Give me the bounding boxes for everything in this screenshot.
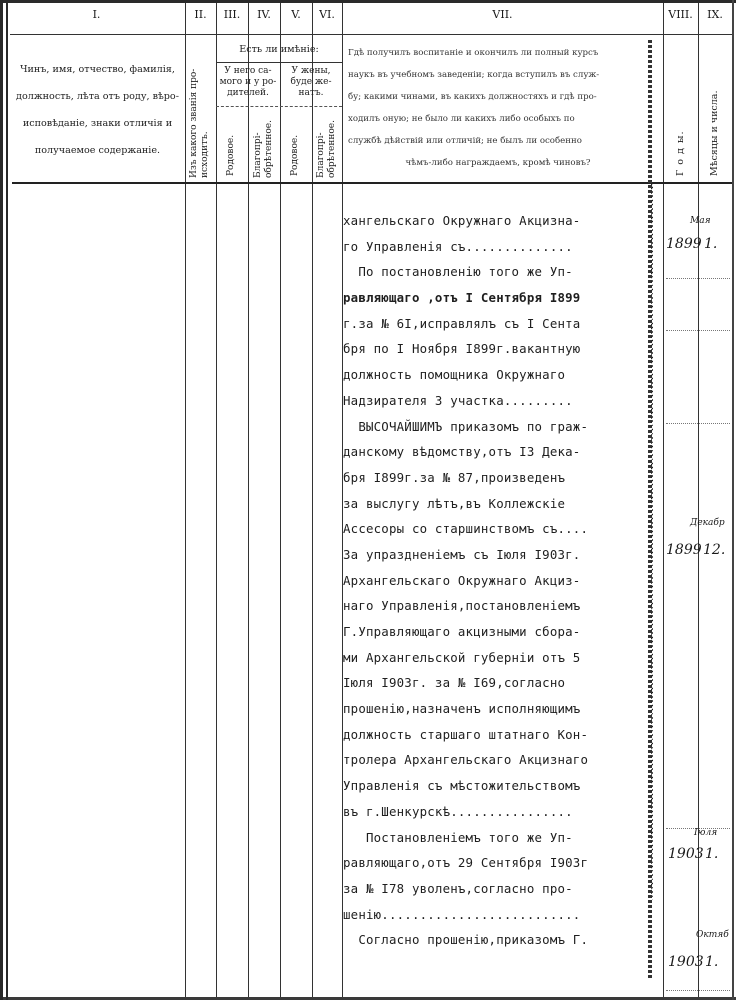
header-col4 xyxy=(253,120,275,178)
record-line: Архангельскаго Окружнаго Акциз- xyxy=(343,572,581,588)
handwritten-month: Октяб xyxy=(696,930,729,940)
record-line: го Управленія съ.............. xyxy=(343,238,573,254)
record-line: равляющаго,отъ 29 Сентября I903г xyxy=(343,855,589,871)
column-rule xyxy=(216,3,217,997)
question-line: службѣ дѣйствій или отличій; не былъ ли особенно xyxy=(348,136,582,146)
record-line: ВЫСОЧАЙШИМЪ приказомъ по граж- xyxy=(343,418,589,434)
header-estate-self-line: У него са- xyxy=(224,66,272,76)
record-line: должность старшаго штатнаго Кон- xyxy=(343,726,589,742)
record-line: наго Управленія,постановленіемъ xyxy=(343,598,581,614)
frame-right-border xyxy=(732,0,734,1000)
header-col6-line: обрѣтенное. xyxy=(327,120,337,178)
dotted-leader xyxy=(666,423,730,424)
header-col4-line: обрѣтенное. xyxy=(264,120,274,178)
header-estate-wife xyxy=(280,66,342,99)
record-line: должность помощника Окружнаго xyxy=(343,367,566,383)
handwritten-year: 1899 xyxy=(666,236,702,252)
column-number-4: IV. xyxy=(257,8,271,21)
estate-sub-rule xyxy=(216,106,342,107)
header-col2-line: исходитъ. xyxy=(200,131,210,178)
header-estate-group: Есть ли имѣніе: xyxy=(239,44,319,55)
dotted-leader xyxy=(666,990,730,991)
header-estate-self-line: мого и у ро- xyxy=(219,77,277,87)
record-line: Г.Управляющаго акцизными сбора- xyxy=(343,624,581,639)
handwritten-month: Декабр xyxy=(690,518,725,528)
column-number-3: III. xyxy=(223,8,241,21)
record-line: Надзирателя 3 участка......... xyxy=(343,392,573,408)
record-line: ми Архангельской губерніи отъ 5 xyxy=(343,649,581,665)
column-number-6: VI. xyxy=(319,8,335,21)
header-col6 xyxy=(316,120,338,178)
header-col7-question xyxy=(348,42,648,174)
record-line: бря I899г.за № 87,произведенъ xyxy=(343,469,566,485)
header-estate-self xyxy=(216,66,280,99)
header-col1-line: исповѣданіе, знаки отличія и xyxy=(22,118,173,129)
record-line: За упраздненіемъ съ Іюля I903г. xyxy=(343,546,581,562)
handwritten-month: Іюля xyxy=(694,828,718,838)
handwritten-day: 1. xyxy=(705,954,719,970)
record-line: шенію.......................... xyxy=(343,906,581,922)
column-rule xyxy=(248,3,249,997)
record-line: Постановленіемъ того же Уп- xyxy=(343,829,573,845)
record-line: Іюля I903г. за № I69,согласно xyxy=(343,675,566,691)
handwritten-year: 1899 xyxy=(666,542,702,558)
column-number-8: VIII. xyxy=(668,8,693,21)
question-line: наукъ въ учебномъ заведеніи; когда вступилъ въ служ- xyxy=(348,70,600,80)
header-col9-months: Мѣсяцы и числа. xyxy=(709,90,720,176)
column-number-1: I. xyxy=(92,8,101,21)
column-rule xyxy=(312,3,313,997)
question-line: ходилъ оную; не было ли какихъ либо особыхъ по xyxy=(348,114,575,124)
question-line: бу; какими чинами, въ какихъ должностяхъ и гдѣ про- xyxy=(348,92,597,102)
column-number-7: VII. xyxy=(492,8,513,21)
question-line: чѣмъ-либо награждаемъ, кромѣ чиновъ? xyxy=(405,158,591,168)
frame-left-border xyxy=(0,0,3,1000)
header-estate-wife-line: У жены, xyxy=(291,66,331,76)
header-estate-wife-line: буде же- xyxy=(290,77,332,87)
header-col4-line: Благопрі- xyxy=(253,132,263,178)
record-line: По постановленію того же Уп- xyxy=(343,264,573,280)
header-estate-self-line: дителей. xyxy=(227,88,269,98)
header-col6-line: Благопрі- xyxy=(316,132,326,178)
handwritten-day: 1. xyxy=(705,846,719,862)
header-bottom-rule xyxy=(12,182,732,184)
handwritten-day: 12. xyxy=(703,542,726,558)
column-number-2: II. xyxy=(194,8,207,21)
column-number-5: V. xyxy=(291,8,301,21)
column-rule xyxy=(185,3,186,997)
header-number-rule xyxy=(10,34,732,35)
column-rule xyxy=(663,3,664,997)
record-line: Ассесоры со старшинствомъ съ.... xyxy=(343,521,589,537)
handwritten-day: 1. xyxy=(704,236,718,252)
header-col1-line: Чинъ, имя, отчество, фамилія, xyxy=(20,64,175,75)
service-record-text xyxy=(343,208,663,953)
column-number-9: IX. xyxy=(707,8,723,21)
estate-group-rule xyxy=(216,62,342,63)
record-line: въ г.Шенкурскѣ................ xyxy=(343,803,573,819)
column-rule xyxy=(280,3,281,997)
record-line: г.за № 6I,исправлялъ съ I Сента xyxy=(343,315,581,331)
handwritten-year: 1903 xyxy=(668,846,704,862)
dotted-leader xyxy=(666,278,730,279)
handwritten-month: Мая xyxy=(690,216,711,226)
header-col5: Родовое. xyxy=(290,134,300,176)
record-line: данскому вѣдомству,отъ I3 Дека- xyxy=(343,444,581,460)
header-col1 xyxy=(10,56,185,164)
record-line: за № I78 уволенъ,согласно про- xyxy=(343,880,573,896)
record-line: бря по I Ноября I899г.вакантную xyxy=(343,341,581,357)
record-line: Согласно прошенію,приказомъ Г. xyxy=(343,932,589,948)
header-col8-years: Г о д ы. xyxy=(675,130,686,176)
record-line: хангельскаго Окружнаго Акцизна- xyxy=(343,213,581,228)
handwritten-year: 1903 xyxy=(668,954,704,970)
frame-left-inner-border xyxy=(6,0,8,1000)
record-line: за выслугу лѣтъ,въ Коллежскіе xyxy=(343,495,566,511)
record-line: прошенію,назначенъ исполняющимъ xyxy=(343,701,581,717)
frame-top-border xyxy=(0,0,736,3)
header-col2 xyxy=(189,69,211,178)
record-line: Управленія съ мѣстожительствомъ xyxy=(343,778,581,794)
dotted-leader xyxy=(666,330,730,331)
record-line: равляющаго ,отъ I Сентября I899 xyxy=(343,290,581,306)
header-col3: Родовое. xyxy=(226,134,236,176)
header-col2-line: Изъ какого званія про- xyxy=(189,68,199,178)
header-estate-wife-line: натъ. xyxy=(298,88,324,98)
header-col1-line: получаемое содержаніе. xyxy=(34,145,161,156)
record-line: тролера Архангельскаго Акцизнаго xyxy=(343,752,589,768)
question-line: Гдѣ получилъ воспитаніе и окончилъ ли полный курсъ xyxy=(348,48,599,58)
header-col1-line: должность, лѣта отъ роду, вѣро- xyxy=(16,91,179,102)
